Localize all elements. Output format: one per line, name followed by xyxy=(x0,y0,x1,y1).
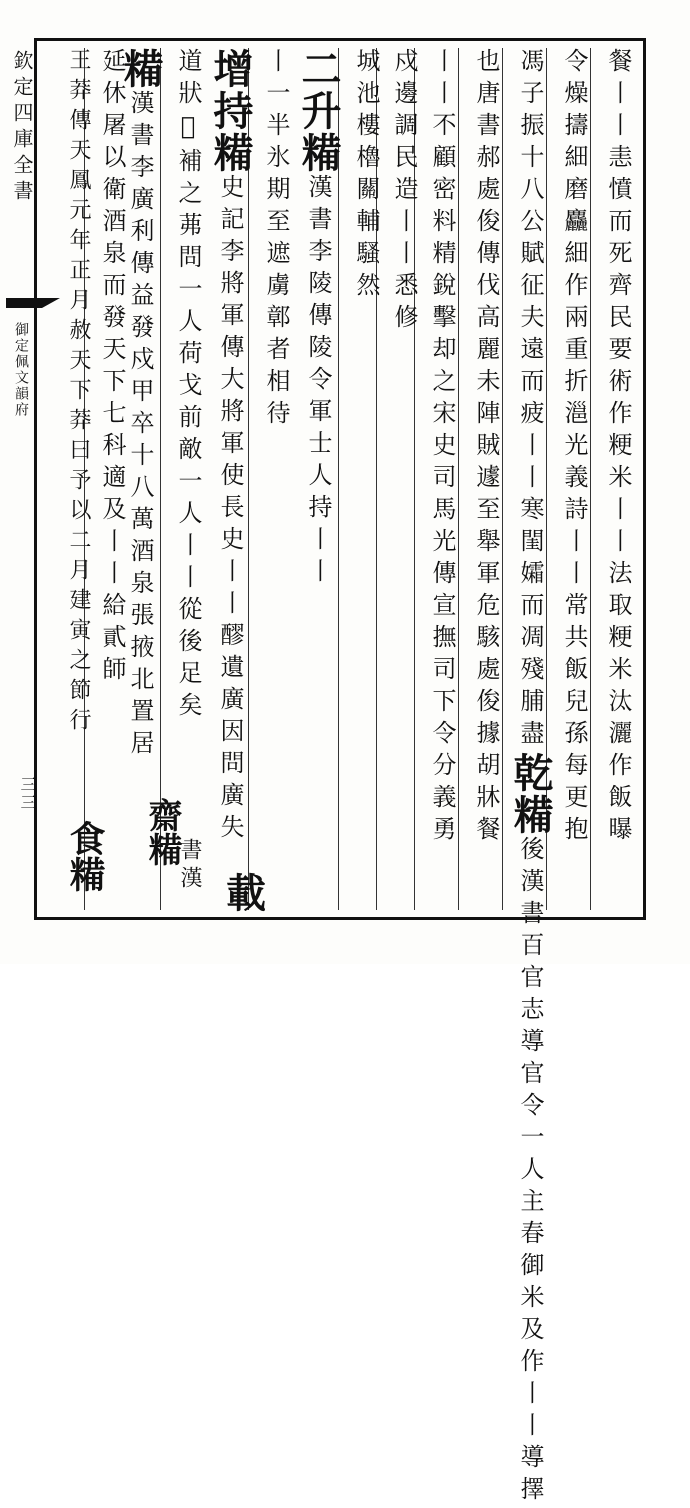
text-column-6: 戍邊調民造丨丨悉修 xyxy=(390,48,418,336)
text-column-3: 馮子振十八公賦征夫遠而疲丨丨寒閨孀而凋殘脯盡乾糒後漢書百官志導官令一人主春御米及作丨丨導擇 xyxy=(507,48,554,1508)
page-number: 三三 xyxy=(18,776,37,812)
entry-heading: 載 xyxy=(226,870,266,917)
entry-note: 書漢 xyxy=(177,838,202,894)
text-column-12: 糒漢書李廣利傳益發戍甲卒十八萬酒泉張掖北置居 xyxy=(117,48,164,762)
entry-heading: 乾糒 xyxy=(507,752,554,836)
text-column-7: 城池樓櫓關輔騷然 xyxy=(352,48,380,304)
entry-heading: 食糒 xyxy=(64,820,106,892)
text-column-14: 王莽傳天鳳元年正月赦天下莽曰予以二月建寅之節行 xyxy=(66,48,91,738)
text-column-13: 延休屠以衛酒泉而發天下七科適及丨丨給貳師 xyxy=(98,48,126,688)
text-column-2: 令燥擣細磨麤細作兩重折㴩光義詩丨丨常共飯兒孫每更抱 xyxy=(560,48,588,848)
text-column-8: 二升糒漢書李陵傳陵令軍士人持丨丨 xyxy=(295,48,342,590)
entry-heading: 二升糒 xyxy=(295,48,342,174)
entry-heading: 糒 xyxy=(117,48,164,90)
book-subtitle: 御定佩文韻府 xyxy=(13,322,29,418)
text-column-10: 增持糒史記李將軍傳大將軍使長史丨丨醪遺廣因問廣失 xyxy=(207,48,254,846)
text-column-1: 餐丨丨恚憤而死齊民要術作粳米丨丨法取粳米汰灑作飯曝 xyxy=(604,48,632,848)
entry-heading: 增持糒 xyxy=(207,48,254,174)
text-column-11: 道狀𥠑補之茀問一人荷戈前敵一人丨丨從後足矣 xyxy=(174,48,202,724)
text-column-4: 也唐書郝處俊傳伐高麗未陣賊遽至舉軍危駭處俊據胡牀餐 xyxy=(472,48,500,848)
book-title: 欽定四庫全書 xyxy=(10,50,34,206)
entry-heading: 齋糒 xyxy=(142,798,182,866)
text-column-5: 丨丨不顧密料精銳擊却之宋史司馬光傳宣撫司下令分義勇 xyxy=(428,48,456,848)
text-column-9: 丨一半氷期至遮虜鄣者相待 xyxy=(262,48,290,432)
